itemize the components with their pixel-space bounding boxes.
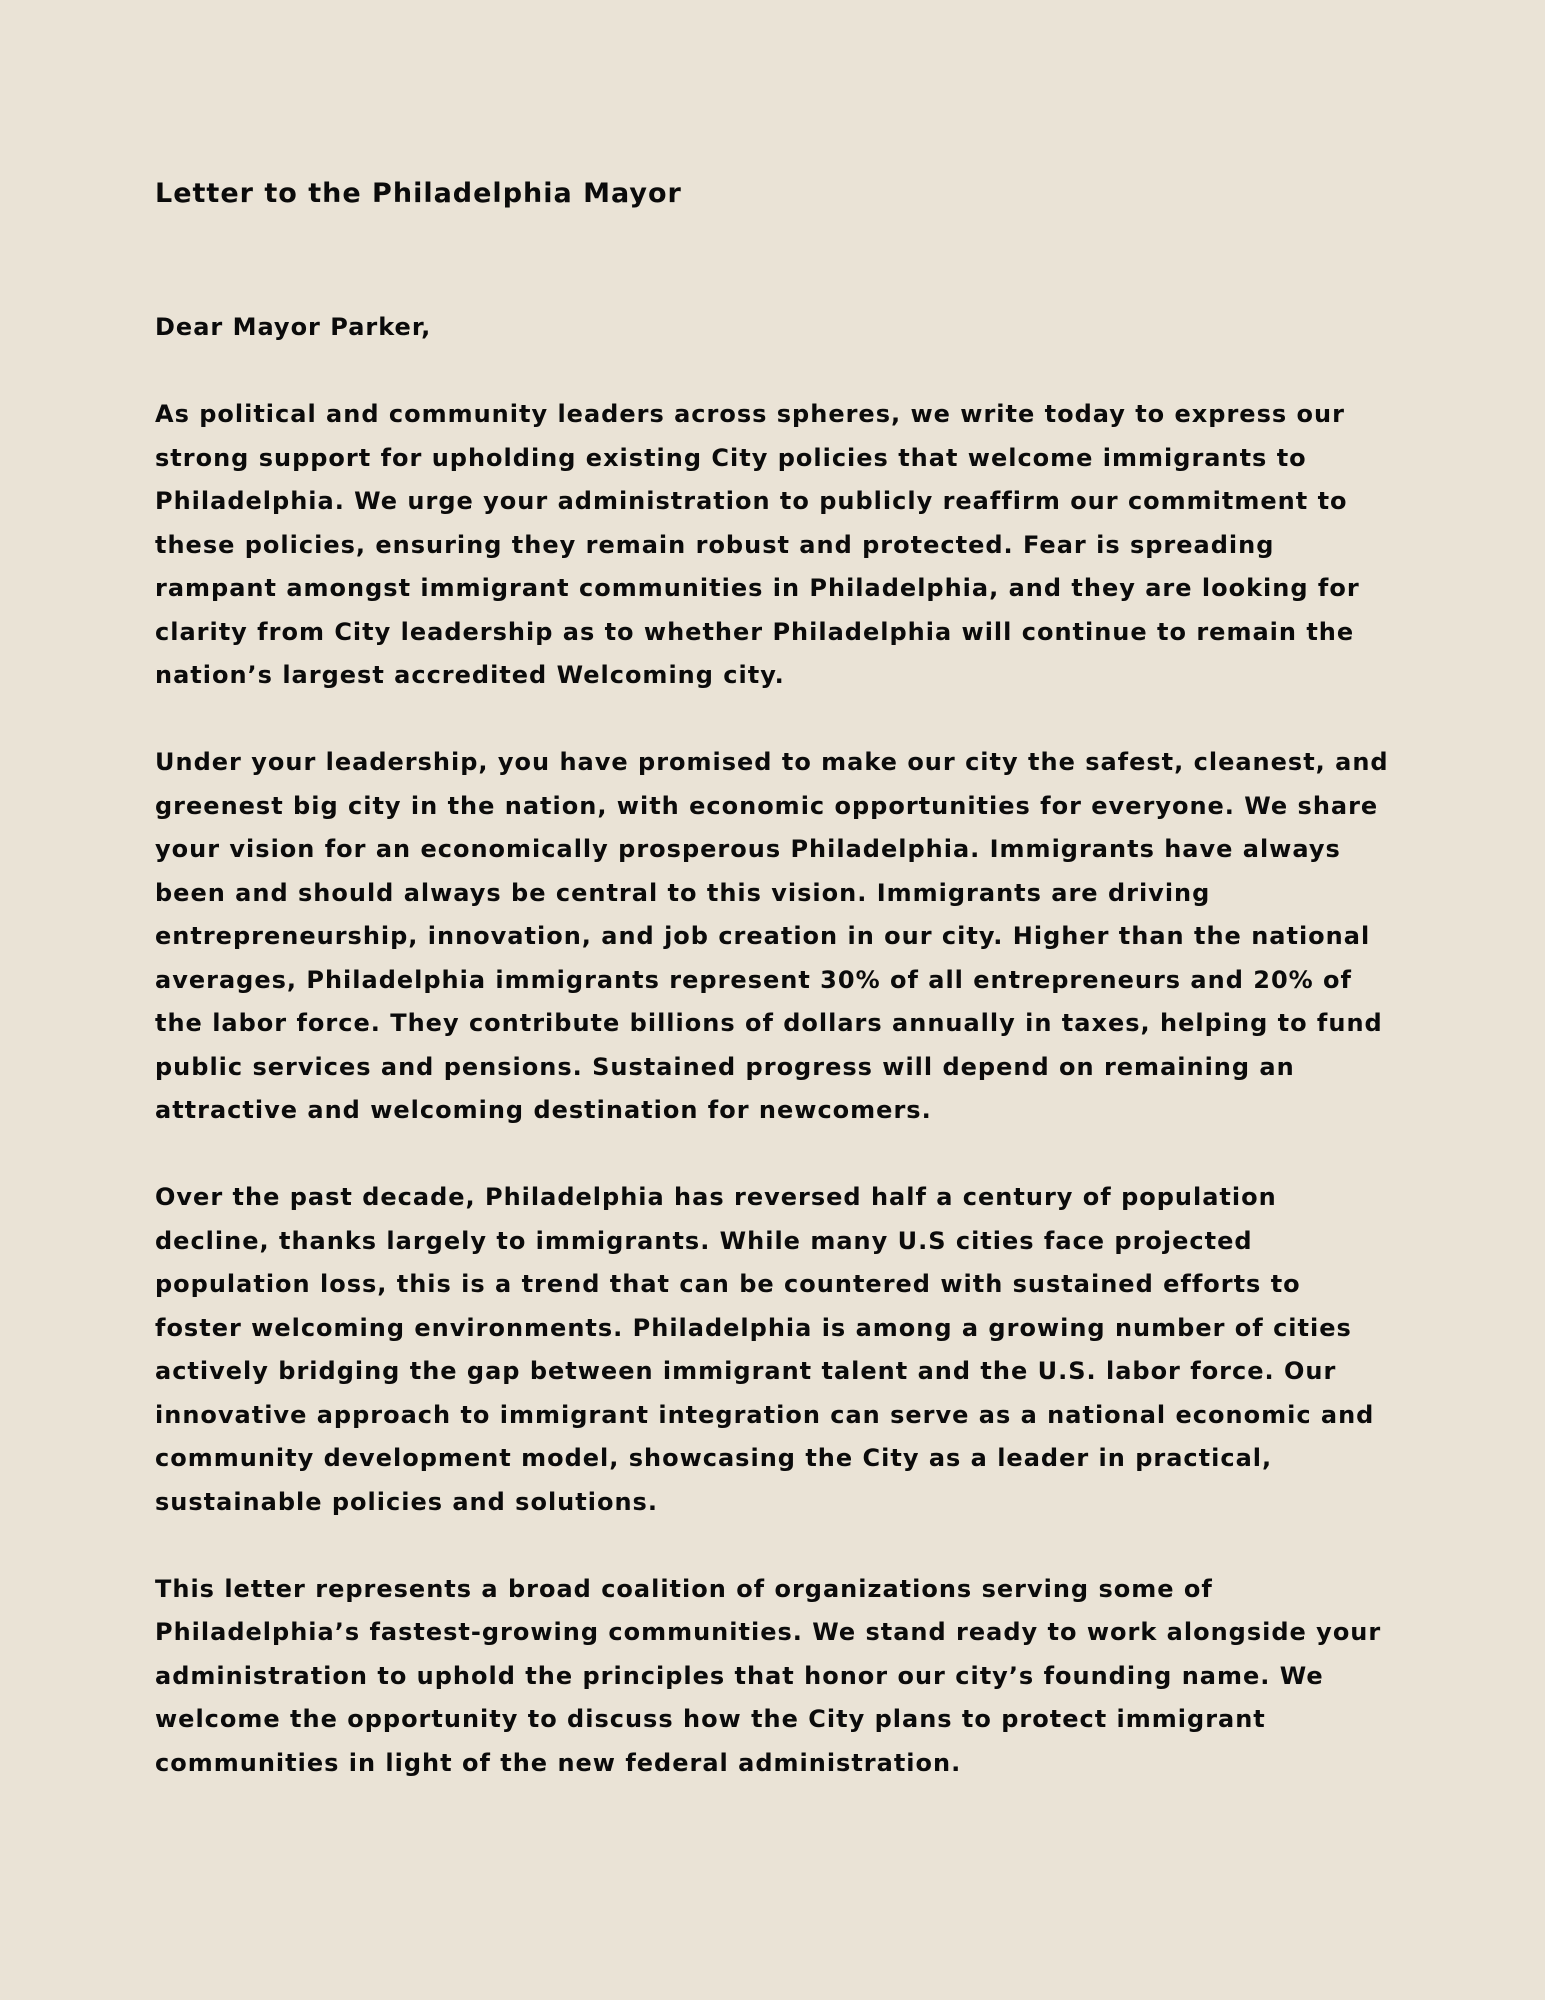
letter-title: Letter to the Philadelphia Mayor	[155, 178, 682, 209]
paragraph-population: Over the past decade, Philadelphia has reversed half a century of population decline, thanks largely to immigrants. While many U.S cities face projected population loss, this is a trend that can be countered with sustained efforts to foster welcoming environments. Philadelphia is among a growing number of cities actively bridging the gap between immigrant talent and the U.S. labor force. Our innovative approach to immigrant integration can serve as a national economic and community development model, showcasing the City as a leader in practical, sustainable policies and solutions.	[155, 1183, 1375, 1516]
paragraph-coalition: This letter represents a broad coalition of organizations serving some of Philadelphia’s fastest-growing communities. We stand ready to work alongside your administration to uphold the principles that honor our city’s founding name. We welcome the opportunity to discuss how the City plans to protect immigrant communities in light of the new federal administration.	[155, 1574, 1382, 1777]
salutation: Dear Mayor Parker,	[155, 313, 432, 341]
paragraph-intro: As political and community leaders across spheres, we write today to express our strong support for upholding existing City policies that welcome immigrants to Philadelphia. We urge your administration to publicly reaffirm our commitment to these policies, ensuring they remain robust and protected. Fear is spreading rampant amongst immigrant communities in Philadelphia, and they are looking for clarity from City leadership as to whether Philadelphia will continue to remain the nation’s largest accredited Welcoming city.	[155, 400, 1360, 689]
letter-body	[155, 306, 1395, 1785]
paragraph-vision: Under your leadership, you have promised to make our city the safest, cleanest, and greenest big city in the nation, with economic opportunities for everyone. We share your vision for an economically prosperous Philadelphia. Immigrants have always been and should always be central to this vision. Immigrants are driving entrepreneurship, innovation, and job creation in our city. Higher than the national averages, Philadelphia immigrants represent 30% of all entrepreneurs and 20% of the labor force. They contribute billions of dollars annually in taxes, helping to fund public services and pensions. Sustained progress will depend on remaining an attractive and welcoming destination for newcomers.	[155, 748, 1389, 1124]
